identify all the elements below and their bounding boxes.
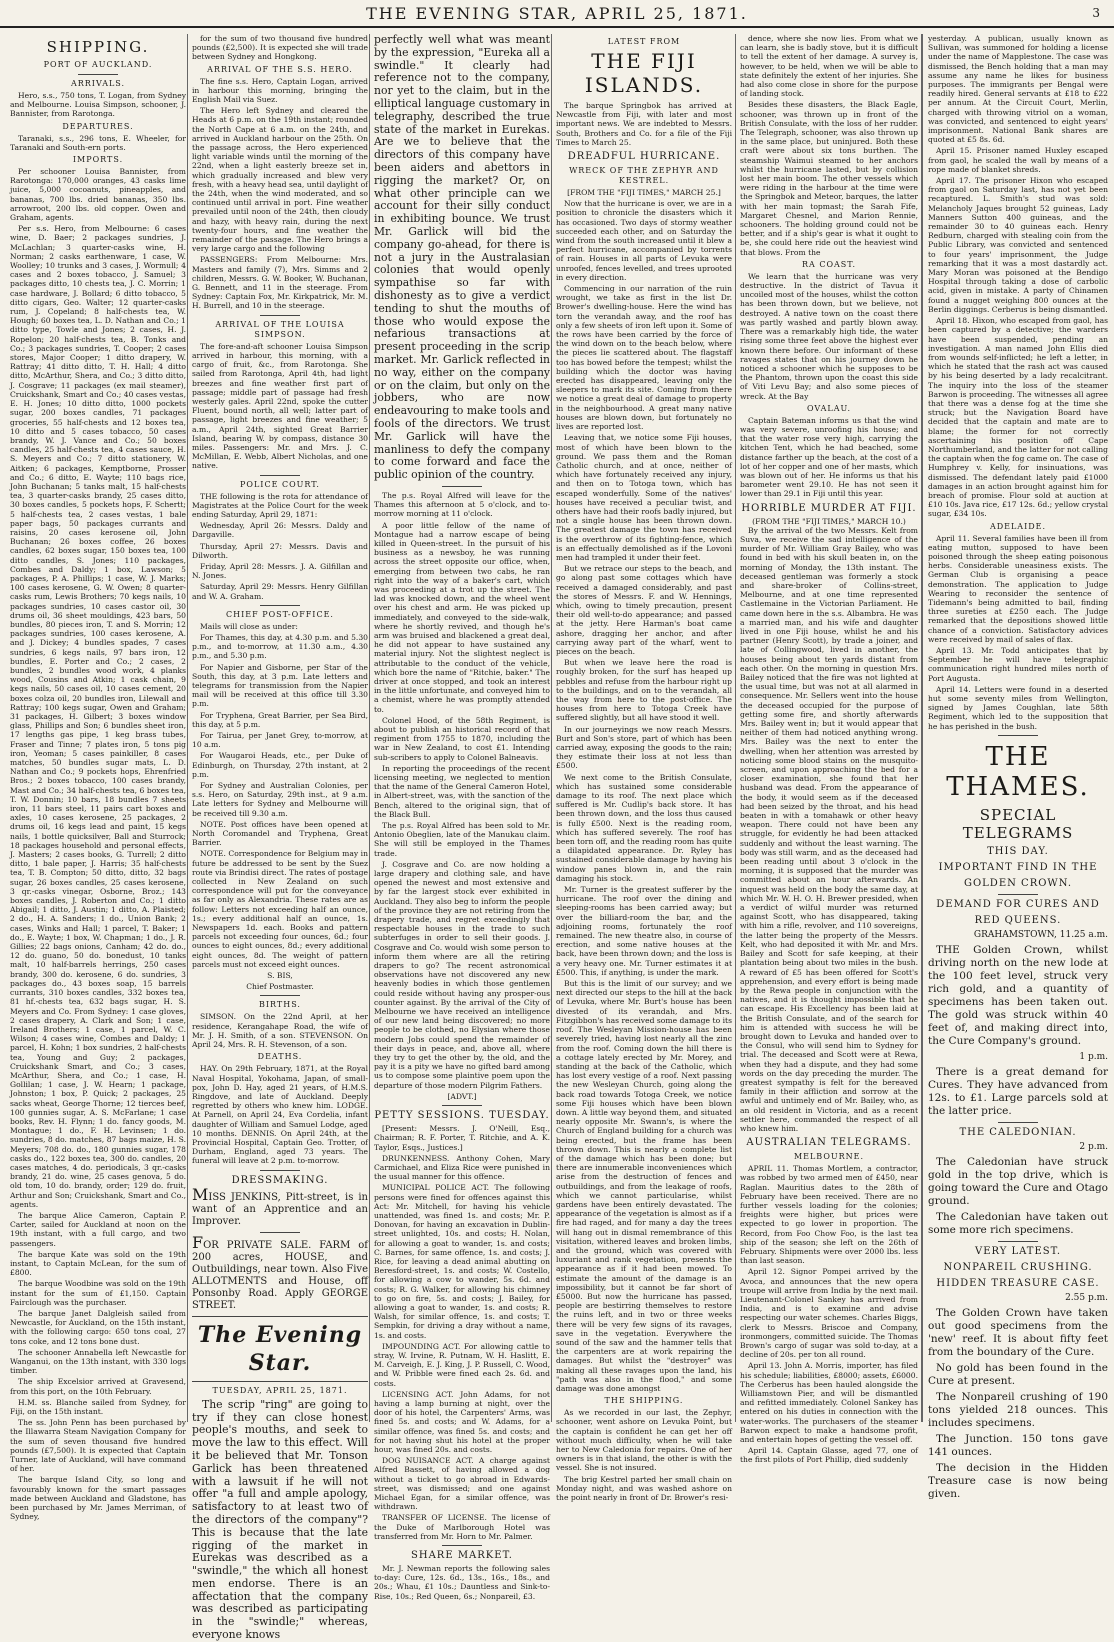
subheading: DEPARTURES.: [62, 121, 134, 131]
paragraph: Per s.s. Hero, from Melbourne: 6 cases wine, D. Baer; 2 packages sundries, J. McLachlan; 3 quarter-casks wine, H. Norman; 2 casks earthenware, 1 case, W. Woolley; 10 trunks and 3 cases, J. Wormull; 4 cases and 2 boxes tobacco, J. Samuel; 3 packages ditto, 10 chests tea, J. C. Morrin; 1 case hardware, J. Bollard; 6 ditto tobacco, 5 ditto cigars, Geo. Walter; 12 quarter-casks rum, J. Copeland; 8 half-chests tea, W. Hough; 60 boxes tea, L. D. Nathan and Co.; 1 ditto type, Towle and Jones; 2 cases, H. J. Ropelon; 20 half-chests tea, B. Tonks and Co.; 3 packages sundries, T. Cooper; 2 cases stores, Major Cooper; 1 ditto drapery, W. Rattray; 41 ditto ditto, T. H. Hall; 4 ditto ditto, McArthur, Shera, and Co.; 3 ditto ditto, J. Cosgrave; 11 packages (ex mail steamer), Cruickshank, Smart and Co.; 40 cases vestas, E. H. Jones; 10 ditto ditto, 1000 pockets sugar, 200 boxes candles, 71 packages groceries, 55 half-chests and 12 boxes tea, 10 ditto and 5 cases tobacco, 50 cases brandy, W. J. Vance and Co.; 50 boxes candles, 25 half-chests tea, 4 cases sauce, H. S. Meyers and Co.; 7 ditto stationery, W. Aitken; 6 packages, Kemptborne, Prosser and Co.; 6 ditto, E. Wayte; 110 bags rice, John Buchanan; 5 tanks malt, 15 half-chests tea, 3 quarter-casks brandy, 25 cases ditto, 30 boxes candles, 5 pockets hops, F. Schertt; 5 half-chests tea, 2 cases vestas, 1 bale paper bags, 50 packages currants and raisins, 20 cases kerosene oil, John Buchanan; 26 boxes coffee, 26 boxes candles, 62 boxes sugar, 150 boxes tea, 100 ditto candles, S. Jones; 110 packages, Combes and Daldy; 1 box, Lawson; 5 packages, P. A. Phillips; 1 case, W. J. Marks; 100 cases kerosene, G. W. Owen; 8 quarter-casks rum, Lewis Brothers; 70 kegs nails, 10 packages sundries, 10 cases castor oil, 30 drums oil, 36 sheet mouldings, 423 bars, 50 bundles, 80 pieces iron, T. and S. Morrin; 12 packages sundries, 100 cases kerosene, A. and J. Dickey; 4 bundles spades, 7 cases sundries, 6 kegs nails, 97 bars iron, 12 bundles, E. Porter and Co.; 2 cases, 2 bundles, 2 bundles wood work, 4 planks wood, Cousins and Atkin; 1 cask chain, 9 kegs nails, 50 cases oil, 10 cases cement, 20 boxes colza oil, 20 bundles iron, Lilewall and Rattray; 100 kegs sugar, Owen and Graham; 31 packages, H. Gilbert; 3 boxes window glass, Phillips and Son; 6 bundles sheet iron, 17 lengths gas pipe, 1 keg brass tubes, Fraser and Tinne; 7 plates iron, 5 tons pig iron, Yeoman; 5 cases painkiller, 8 cases matches, 50 bundles sugar mats, L. D. Nathan and Co.; 9 pockets hops, Ehrenfried Bros.; 2 boxes tobacco, 100 cases brandy, Mast and Co.; 34 half-chests tea, 6 boxes tea, T. W. Donnin; 10 bars, 18 bundles 7 sheets iron, 11 bars steel, 11 pairs cart boxes and axles, 10 cases kerosene, 25 packages, 2 drums oil, 16 kegs lead and paint, 15 kegs nails, 1 bottle quicksilver, Ball and Sturrock; 18 packages household and personal effects, J. Masters; 2 cases books, G. Turrell; 2 ditto ditto, 1 bale paper, J. Harris; 35 half-chests tea, T. B. Compton; 50 ditto, ditto, 32 bags sugar, 26 boxes candles, 25 cases kerosene, 3 qr.-casks vinegar, Osborne, Broz.; 143 boxes candles, J. Roberton and Co.; 1 ditto Abigail; 1 ditto, J. Austin; 1 ditto, A. Plaisted; 2 do., H. A. Sanders; 1 do., Union Bank; 2 cases, Winks and Hall; 1 parcel, T. Baker; 1 do., E. Wayte; 1 box, W. Chapman; 1 do., J. R. Gillies; 22 bags onions, Canham; 42 do. do., 12 do. guano, 50 do. bonedust, 10 tanks malt, 10 half-barrels herrings, 250 cases brandy, 300 do. kerosene, 6 do. sundries, 3 packages do., 43 boxes soap, 15 barrels currants, 310 boxes candles, 332 boxes tea, 81 hf.-chests tea, 632 bags sugar, H. S. Meyers and Co. From Sydney: 1 case gloves, 2 cases drapery, A. Clark and Son; 1 case, Ireland Brothers; 1 case, 1 parcel, W. C. Wilson; 4 cases wine, Combes and Daldy; 1 parcel, H. Kohn; 1 box sundries, 2 half-chests tea, Young and Guy; 2 packages, Cruickshank Smart, and Co.; 3 cases, McArthur, Shera, and Co.; 1 case, H. Gollilan; 1 case, J. W. Hearn; 1 package, Johnston; 1 box, P. Quick; 2 packages, 25 sacks wheat, George Thorne; 12 tierces beef, 100 gunnies sugar, A. S. McFarlane; 1 case books, Rev. H. Flynn; 1 do. fancy goods, M. Montague; 1 do., F. H. Levinsen; 1 do. sundries, 8 do. matches, 87 bags maize, H. S. Meyers; 708 do. do., 180 gunnies sugar, 178 casks do., 122 boxes tea, 300 do. candles, 20 cases matches, 4 do. periodicals, 3 qr.-casks brandy, 21 do. wine, 25 cases genova, 5 do. old tom, 10 do. brandy, order; 129 do. fruit, Arthur and Son; Cruickshank, Smart and Co., agents.: [10, 224, 186, 1209]
page-number: 3: [1092, 6, 1100, 20]
paragraph: Thursday, April 27: Messrs. Davis and Dilworth.: [192, 541, 368, 560]
paragraph: The fore-and-aft schooner Louisa Simpson arrived in harbour, this morning, with a cargo of fruit, &c., from Rarotonga. She sailed from Rarotonga, April 4th, had light breezes and fine weather first part of passage; middle part of passage had fresh westerly gales. April 22nd, spoke the cutter Fluent, bound north, all well; latter part of passage, light breezes and fine weather; 5 a.m., April 24th, sighted Great Barrier Island, bearing W. by compass, distance 30 miles. Passengers: Mr. and Mrs. J. C. McMillan, E. Webb, Albert Nicholas, and one native.: [192, 341, 368, 471]
subheading: IMPORTS.: [72, 155, 124, 165]
paragraph: As we recorded in our last, the Zephyr, schooner, went ashore on Levuka Point, but the captain is confident he can get her off without much difficulty, when he will take her to New Caledonia for repairs. One of her owners is in that island, the other is with the vessel. She is not insured.: [556, 1408, 732, 1473]
paragraph: For Napier and Gisborne, per Star of the South, this day, at 3 p.m. Late letters and telegrams for transmission from the Napier mail will be received at this office till 3.30 p.m.: [192, 662, 368, 709]
divider: [998, 1241, 1038, 1242]
advertisement: [192, 1184, 368, 1228]
divider: [260, 995, 300, 996]
paragraph: HAY. On 29th February, 1871, at the Royal Naval Hospital, Yokohama, Japan, of small-pox, John D. Hay, aged 21 years, of H.M.S. Ringdove, and late of Auckland. Deeply regretted by others who knew him. LODGE. At Parnell, on April 24, Eva Cordelia, infant daughter of William and Samuel Lodge, aged 10 months. DENNIS. On April 24th, at the Provincial Hospital, Captain Geo. Trotter, of Durham, England, aged 73 years. The funeral will leave at 2 p.m. to-morrow.: [192, 1064, 368, 1166]
paragraph: Commencing in our narration of the ruin wrought, we take as first in the list Dr. Brower's dwelling-house. Here the wind has torn the verandah away, and the roof has only a few sheets of iron left upon it. Some of the rows have been carried by the force of the wind down on to the beach below, where the pieces lie scattered about. The flagstaff too has bowed before the tempest; whilst the building which the doctor was having erected has disappeared, leaving only the sleepers to mark its site. Coming from there we notice a great deal of damage to property in the neighbourhood. A great many native houses are blown down, but fortunately no lives are reported lost.: [556, 284, 732, 432]
subheading: ARRIVAL OF THE LOUISA SIMPSON.: [215, 319, 345, 339]
paragraph: The p.s. Royal Alfred has been sold to Mr. Antonio Obeglien, late of the Manukau claim. She will still be employed in the Thames trade.: [374, 821, 550, 858]
divider: [998, 894, 1038, 895]
divider: [998, 1122, 1038, 1123]
timestamp: GRAHAMSTOWN, 11.25 a.m.: [973, 929, 1108, 940]
drop-cap: F: [192, 1232, 204, 1252]
paragraph: The fine s.s. Hero, Captain Logan, arrived in harbour this morning, bringing the English Mail via Suez.: [192, 76, 368, 105]
masthead-title: THE EVENING STAR, APRIL 25, 1871.: [366, 4, 748, 23]
paragraph: The barque Kate was sold on the 19th instant, to Captain McLean, for the sum of £800.: [10, 1249, 186, 1278]
column-rule: [187, 34, 188, 1422]
divider: [442, 486, 482, 487]
divider: [998, 735, 1038, 736]
subheading: POLICE COURT.: [240, 479, 320, 489]
subheading: BIRTHS.: [259, 1000, 301, 1010]
column-rule: [551, 34, 552, 1422]
paragraph: But when we leave here the road is roughly broken, for the surf has heaped up pebbles and refuse from the harbour right up to the buildings, and on to the verandah, all the way from here to the post-office. The houses from here to Totoga Creek have suffered slightly, but all have stood it well.: [556, 658, 732, 723]
paragraph: For Tairua, per Janet Grey, to-morrow, at 10 a.m.: [192, 731, 368, 750]
paragraph: The ship Excelsior arrived at Gravesend, from this port, on the 10th February.: [10, 1377, 186, 1396]
paragraph: H.M. ss. Blanche sailed from Sydney, for Fiji, on the 15th instant.: [10, 1397, 186, 1417]
leader-date: TUESDAY, APRIL 25, 1871.: [212, 1385, 348, 1395]
section-heading: THE THAMES.: [946, 741, 1090, 802]
divider: [78, 74, 118, 75]
paragraph: MUNICIPAL POLICE ACT. The following persons were fined for offences against this Act: Mr. Mitchell, for having his vehicle unattended, was fined 1s. and costs; Mr. P. Donovan, for having an excavation in Dublin-street unlighted, 10s. and costs; H. Nolan, for allowing a goat to wander, 1s. and costs; C. Barnes, for same offence, 1s. and costs; J. Rice, for leaving a dead animal abutting on Beresford-street, 1s. and costs; W. Costello, for allowing a cow to wander, 5s. 6d. and costs; R. G. Walker, for allowing his chimney to go on fire, 5s. and costs; J. Bailey, for allowing a goat to wander, 1s. and costs; R. Walsh, for similar offence, 1s. and costs; T. Sempkin, for driving a dray without a name, 1s. and costs.: [374, 1183, 550, 1340]
ad-text: ISS JENKINS, Pitt-street, is in want of an Apprentice and an Improver.: [192, 1191, 368, 1227]
telegram-body: [928, 929, 1108, 1501]
paragraph: Wednesday, April 26: Messrs. Daldy and Dargaville.: [192, 521, 368, 540]
subheading: DRESSMAKING.: [231, 1174, 329, 1186]
paragraph: The Junction. 150 tons gave 141 ounces.: [928, 1432, 1108, 1458]
subheading: WRECK OF THE ZEPHYR AND KESTREL.: [569, 166, 719, 186]
subheading: MELBOURNE.: [793, 1152, 865, 1162]
signature-title: Chief Postmaster.: [246, 982, 314, 992]
subheading: HORRIBLE MURDER AT FIJI.: [741, 502, 917, 514]
subheading: PORT OF AUCKLAND.: [43, 60, 153, 69]
subheading: GOLDEN CROWN.: [963, 877, 1073, 889]
subheading: OVALAU.: [806, 403, 852, 413]
subheading: THE CALEDONIAN.: [959, 1126, 1077, 1138]
subheading: VERY LATEST.: [974, 1245, 1062, 1257]
subheading: RED QUEENS.: [974, 914, 1062, 926]
leader-article: [192, 1399, 368, 1642]
column-thames: [928, 34, 1108, 1500]
paragraph: In our journeyings we now reach Messrs. Burt and Son's store, part of which has been carried away, exposing the goods to the rain; they estimate their loss at not less than £500.: [556, 724, 732, 771]
ad-text: OR PRIVATE SALE. FARM of 200 acres, HOUSE, and Outbuildings, near town. Also Five ALLOTMENTS and House, off Ponsonby Road. Apply GEORGE STREET.: [192, 1239, 368, 1311]
paragraph: The Golden Crown have taken out good specimens from the 'new' reef. It is about fifty feet from the boundary of the Cure.: [928, 1306, 1108, 1358]
paragraph: For Sydney and Australian Colonies, per s.s. Hero, on Saturday, 29th inst., at 9 a.m. Late letters for Sydney and Melbourne will be received till 9.30 a.m.: [192, 781, 368, 818]
signature: S. BIS,: [267, 971, 293, 981]
divider: [260, 605, 300, 606]
paragraph: But this is the limit of our survey; and we next directed our steps to the hill at the back of Levuka, where Mr. Burt's house has been divested of its verandah, and Mrs. Fitzgibbon's has received some damage to its roof. The Wesleyan Mission-house has been severely tried, having lost nearly all the zinc from the roof. Coming down the hill there is a cottage lately erected by Mr. Morey, and standing at the back of the Catholic, which has lost every vestige of a roof. Next passing the new Wesleyan Church, going along the back road towards Totoga Creek, we notice some Fiji houses which have been blown down. A little way beyond them, and situated nearly opposite Mr. Swann's, is where the Church of England building for a church was being erected, but the frame has been thrown down. This is nearly a complete list of the damage which has been done; but there are innumerable inconveniences which arise from the destruction of fences and outbuildings, and from the leakage of roofs, which we cannot particularise, whilst gardens have been entirely devastated. The appearance of the vegetation is almost as if a fire had raged, and for many a day the trees will hang out in dismal remembrance of this visitation, withered leaves and broken limbs, and the ground, which was covered with luxuriant and rank vegetation, presents the appearance as if it had been mowed. To estimate the amount of the damage is an impossibility, but it cannot be far short of £5000. But now the hurricane has passed, people are bestirring themselves to restore the ruins left, and in two or three weeks there will be very few signs of its ravages, save in the vegetation. Everywhere the sound of the saw and the hammer tells that the carpenters are at work repairing the damages. But whilst the "destroyer" was making all these ravages upon the land, his "path was also in the flood," and some damage was done amongst: [556, 979, 732, 1394]
paragraph: DRUNKENNESS. Anthony Cohen, Mary Carmichael, and Eliza Rice were punished in the usual manner for this offence.: [374, 1153, 550, 1182]
paragraph: For Waugaroi Heads, etc., per Duke of Edinburgh, on Thursday, 27th instant, at 2 p.m.: [192, 751, 368, 779]
column-rule: [735, 34, 736, 1422]
paragraph: By the arrival of the two Messrs. Kelt from Suva, we receive the sad intelligence of the murder of Mr. William Gray Bailey, who was found in bed with his skull beaten in, on the morning of Monday, the 13th instant. The deceased gentleman was formerly a stock and share-broker of Collins-street, Melbourne, and at one time represented Castlemaine in the Victorian Parliament. He came down here in the s.s. Albambra. He was a married man, and his wife and daughter lived in one Fiji house, whilst he and his partner (Henry Scott), by trade a joiner, and late of Collingwood, lived in another, the houses being about ten yards distant from each other. On the morning in question Mrs. Bailey noticed that the fire was not lighted at the usual time, but was not at all alarmed in consequence. Mr. Sellers went into the house the deceased occupied for the purpose of getting some fire, and shortly afterwards Mrs. Bailey went in; but it would appear that neither of them had noticed anything wrong. Mrs. Bailey was the next to enter the dwelling, when her attention was arrested by noticing some blood stains on the musquito-screen, and upon approaching the bed for a closer examination, she found that her husband was dead. From the appearance of the body, it would seem as if the deceased had been seized by the throat, and his head beaten in with a tomahawk or other heavy weapon. There could not have been any struggle, for evidently he had been attacked suddenly and without the least warning. The body was still warm, and as the deceased had been reading until about 3 o'clock in the morning, it is supposed that the murder was committed about an hour afterwards. An inquest was held on the body the same day, at which Mr. W. H. O. H. Brewer presided, when a verdict of wilful murder was returned against Scott, who has disappeared, taking with him a rifle, revolver, and 110 sovereigns, the latter being the property of the Messrs. Kelt, who had deposited it with Mr. and Mrs. Bailey and Scott for safe keeping, at their plantation being about two miles in the bush. A reward of £5 has been offered for Scott's apprehension, and every effort is being made by the Rewa people in conjunction with the natives, and it is thought impossible that he can escape. His Excellency has been laid at the British Consulate, and of the search for him is attended with success he will be brought down to Levuka and handed over to the Consul, who will send him to Sydney for trial. The deceased and Scott were at Rewa, when they had a dispute, and they had some words on the day preceding the murder. The greatest sympathy is felt for the bereaved family in their affliction and sorrow at the awful and untimely end of Mr. Bailey, who, as an old resident in Victoria, and as a recent settler here, commanded the respect of all who knew him.: [740, 525, 918, 1133]
paragraph: The p.s. Royal Alfred will leave for the Thames this afternoon at 5 o'clock, and to-morrow morning at 11 o'clock.: [374, 490, 550, 519]
source-note: (FROM THE "FIJI TIMES," MARCH 10.): [752, 516, 906, 526]
paragraph: The decision in the Hidden Treasure case is now being given.: [928, 1461, 1108, 1500]
paragraph: Friday, April 28: Messrs. J. A. Gilfillan and N. Jones.: [192, 561, 368, 581]
subheading: LATEST FROM: [607, 37, 681, 46]
divider: [260, 1170, 300, 1171]
subheading: HIDDEN TREASURE CASE.: [936, 1277, 1100, 1289]
paragraph: The Nonpareil crushing of 190 tons yielded 218 ounces. This includes specimens.: [928, 1390, 1108, 1429]
paragraph: In reporting the proceedings of the recent licensing meeting, we neglected to mention that the name of the General Cameron Hotel, in Albert-street, was, with the sanction of the Bench, altered to the original sign, that of the Black Bull.: [374, 763, 550, 819]
paragraph: THE following is the rota for attendance of Magistrates at the Police Court for the week ending Saturday, April 29, 1871:: [192, 491, 368, 519]
paragraph: SIMSON. On the 22nd April, at her residence, Kerangahape Road, the wife of Mr. J. H. Smith, of a son. STEVENSON. On April 24, Mrs. R. H. Stevenson, of a son.: [192, 1012, 368, 1050]
subheading: SHARE MARKET.: [411, 1550, 513, 1562]
subheading: ADELAIDE.: [989, 521, 1047, 531]
paragraph: IMPOUNDING ACT. For allowing cattle to stray, W. Irvine, R. Putnam, W. H. Haslitt, E. M. Carveigh, E. J. King, J. P. Russell, C. Wood, and W. Pribble were fined each 2s. 6d. and costs.: [374, 1341, 550, 1388]
paragraph: April 14. Captain Glasse, aged 77, one of the first pilots of Port Phillip, died suddenly: [740, 1446, 918, 1465]
paragraph: We next come to the British Consulate, which has sustained some considerable damage to its roof. The next place which suffered is Mr. Cudlip's back store. It has been thrown down, and the loss thus caused is fully £500. Next is the reading room, which has suffered severely. The roof has been torn off, and the reading room has quite a dilapidated appearance. Dr. Ryley has sustained considerable damage by having his window panes blown in, and the rain damaging his stock.: [556, 772, 732, 883]
paragraph: TRANSFER OF LICENSE. The license of the Duke of Marlborough Hotel was transferred from Mr. Horn to Mr. Palmer.: [374, 1513, 550, 1541]
column-local-news: [374, 33, 550, 1601]
drop-cap: M: [192, 1184, 209, 1204]
timestamp: 2 p.m.: [1079, 1141, 1108, 1152]
paragraph: Besides these disasters, the Black Eagle, schooner, was thrown up in front of the British Consulate, with the loss of her rudder. The Telegraph, schooner, was also thrown up in the same place, but uninjured. Both these craft were about six tons burthen. The steamship Waimui steamed to her anchors whilst the hurricane lasted, but by collision lost her main boom. The other vessels which were riding in the harbour at the time were the Springbok and Meteor, barques, the latter with her main topmast; the Sarah Fife, Margaret Chesnel, and Marion Rennie, schooners. The holding ground could not be better, and if a ship's gear is what it ought to be, she could here ride out the heaviest wind that blows. From the: [740, 100, 918, 257]
subheading: SPECIAL TELEGRAMS: [962, 805, 1074, 842]
paragraph: The barque Janet Dalgleish sailed from Newcastle, for Auckland, on the 15th instant, with the following cargo: 650 tons coal, 27 tons coke, and 12 tons bone dust.: [10, 1309, 186, 1346]
paragraph: The barque Alice Cameron, Captain P. Carter, sailed for Auckland at noon on the 19th instant, with a full cargo, and two passengers.: [10, 1210, 186, 1248]
subheading: DEMAND FOR CURES AND: [936, 898, 1100, 910]
subheading: IMPORTANT FIND IN THE: [938, 861, 1098, 873]
paragraph: Mr. Turner is the greatest sufferer by the hurricane. The roof over the dining and sleeping-rooms has been carried away; but over the billiard-room the bar, and the adjoining rooms, fortunately the roof remained. The new theatre also, in course of erection, and some native houses at the back, have been thrown down; and the loss is a very heavy one. Mr. Turner estimates it at £500. This, if anything, is under the mark.: [556, 885, 732, 977]
paragraph: yesterday. A publican, usually known as Sullivan, was summoned for holding a license under the name of Mapplestone. The case was dismissed, the Bench holding that a man may assume any name he likes for business purposes. The immigrants per Bengal were readily hired. General servants at £18 to £22 per annum. At the Circuit Court, Merlin, charged with throwing vitriol on a woman, was convicted, and sentenced to eight years' imprisonment. National Bank shares are quoted at £5 8s. 6d.: [928, 34, 1108, 145]
paragraph: April 17. The prisoner Hixon who escaped from gaol on Saturday last, has not yet been recaptured. L. Smith's stud was sold: Melancholy Jaques brought 52 guineas, Lady Manners Sutton 400 guineas, and the remainder 30 to 40 guineas each. Henry Redburn, charged with stealing coin from the Public Library, was convicted and sentenced to four years' imprisonment, the Judge remarking that it was a most dastardly act. Mary Moran was poisoned at the Bendigo Hospital through taking a dose of carbolic acid, given in mistake. A party of Chinamen found a nugget weighing 800 ounces at the Berlin diggings. Cerberus is being dismantled.: [928, 176, 1108, 314]
column-shipping: [10, 34, 186, 1522]
subheading: ARRIVALS.: [70, 79, 126, 88]
paragraph: Colonel Hood, of the 58th Regiment, is about to publish an historical record of that regiment from 1755 to 1870, including the war in New Zealand, to cost £1. Intending sub-scribers to apply to Colonel Balneavis.: [374, 715, 550, 762]
paragraph: for the sum of two thousand five hundred pounds (£2,500). It is expected she will trade between Sydney and Hongkong.: [192, 34, 368, 62]
subheading: NONPAREIL CRUSHING.: [943, 1261, 1093, 1273]
paragraph: Taranaki, s.s., 296 tons, E. Wheeler, for Taranaki and South-ern ports.: [10, 133, 186, 152]
paragraph: The Caledonian have struck gold in the top drive, which is going toward the Cure and Otago ground.: [928, 1155, 1108, 1207]
paragraph: Mr. J. Newman reports the following sales to-day: Cure, 12s. 6d., 13s., 16s., 18s., and 20s.; Whau, £1 10s.; Dauntless and Sink-to-Rise, 10s.; Red Queen, 6s.; Nonpareil, £3.: [374, 1564, 550, 1601]
paragraph: April 11. Several families have been ill from eating mutton, supposed to have been poisoned through the sheep eating poisonous herbs. Considerable uneasiness exists. The German Club is organising a peace demonstration. The application to Judge Wearing to reconsider the sentence of Tidemann's being admitted to bail, finding three sureties at £250 each. The Judge remarked that the depositions showed little chance of a conviction. Satisfactory advices were received by mail of sales of flax.: [928, 533, 1108, 644]
paragraph: Per schooner Louisa Bannister, from Rarotonga: 170,000 oranges, 43 casks lime juice, 5,000 cocoanuts, pineapples, and bananas, 700 lbs. dried bananas, 350 lbs. arrowroot, 200 lbs. old copper. Owen and Graham, agents.: [10, 167, 186, 223]
paragraph: April 12. Signor Pompei arrived by the Avoca, and announces that the new opera troupe will arrive from India by the next mail. Lieutenant-Colonel Sankey has arrived from India, and is to examine and advise respecting our water schemes. Charles Biggs, clerk to Messrs. Briscoe and Company, ironmongers, committed suicide. The Thomas Brown's cargo of sugar was sold to-day, at a decline of 20s. per ton all round.: [740, 1267, 918, 1360]
paragraph: The brig Kestrel parted her small chain on Monday night, and was washed ashore on the point nearly in front of Dr. Brower's resi-: [556, 1474, 732, 1503]
paragraph: April 18. Hixon, who escaped from gaol, has been captured by a detective; the warders have been suspended, pending an investigation. A man named John Ellis died from wounds self-inflicted; he left a letter, in which he stated that the rash act was caused by his being deserted by a lady recalcitrant. The inquiry into the loss of the steamer Barwon is proceeding. The witnesses all agree that there was a dense fog at the time she struck; but the Navigation Board have decided that the captain and mate are to blame; the former for not correctly ascertaining his position off Cape Northumberland, and the latter for not calling the captain when the fog came on. The case of Humphrey v. Kelly, for insinuations, was dismissed. The defendant lately paid £1000 damages in an action brought against him for breach of promise. Flour sold at auction at £10 10s. Java rice, £17 12s. 6d.; yellow crystal sugar, £34 10s.: [928, 316, 1108, 519]
paragraph: NOTE. Post offices have been opened at North Coromandel and Tryphena, Great Barrier.: [192, 819, 368, 848]
paragraph: The barque Island City, so long and favourably known for the smart passages made between Auckland and Gladstone, has been purchased by Mr. James Merriman, of Sydney,: [10, 1475, 186, 1522]
divider: [442, 1545, 482, 1546]
subheading: DREADFUL HURRICANE.: [567, 151, 721, 163]
paragraph: April 13. John A. Morris, importer, has filed his schedule; liabilities, £8000; assets, £6000. The Cerberus has been hauled alongside the Williamstown Pier, and will be dismantled and refitted immediately. Colonel Sankey has entered on his duties in connection with the water-works. The purchasers of the steamer Barwon expect to make a handsome profit, and entertain hopes of getting the vessel off.: [740, 1361, 918, 1445]
subheading: RA COAST.: [802, 259, 856, 269]
paragraph: We learn that the hurricane was very destructive. In the district of Tavua it uncoiled most of the houses, whilst the cotton has been thrown down, but we believe, not destroyed. A native town on the coast there was partly washed and partly blown away. There was a remarkably high tide, the water rising some three feet above the highest ever known there before. Our informant of these ravages states that on his journey down he noticed a schooner which he supposes to be the Phantom, thrown upon the coast this side of Viti Levu Bay; and also some pieces of wreck. At the Bay: [740, 271, 918, 401]
divider: [260, 475, 300, 476]
paragraph: Saturday, April 29: Messrs. Henry Gilfillan and W. A. Graham.: [192, 582, 368, 601]
paragraph: But we retrace our steps to the beach, and go along past some cottages which have received a damaged considerably, and past the stores of Messrs. F. and W. Hennings, which, owing to timely precaution, present their old well-to-do appearance; and passed at the jetty. Here Harman's boat came ashore, dragging her anchor, and after carrying away part of the wharf, went to pieces on the beach.: [556, 564, 732, 656]
paragraph: For Thames, this day, at 4.30 p.m. and 5.30 p.m., and to-morrow, at 11.30 a.m., 4.30 p.m., and 5.30 p.m.: [192, 632, 368, 661]
paragraph: For Tryphena, Great Barrier, per Sea Bird, this day, at 5 p.m.: [192, 710, 368, 729]
section-heading: THE FIJI ISLANDS.: [584, 49, 704, 97]
divider: [260, 315, 300, 316]
advert-tag: [ADVT.]: [447, 1091, 477, 1101]
column-notices: [192, 34, 368, 1642]
paragraph: NOTE. Correspondence for Belgium may in future be addressed to be sent by the Suez route via Brindisi direct. The rates of postage collected in New Zealand on such correspondence will put for the conveyance as far only as Alexandria. These rates are as follow: Letters not exceeding half an ounce, 1s.; every additional half an ounce, 1s. Newspapers 1d. each. Books and pattern parcels not exceeding four ounces, 6d.; four ounces to eight ounces, 8d.; every additional eight ounces, 8d. The weight of pattern parcels must not exceed eight ounces.: [192, 849, 368, 969]
paragraph: April 15. Prisoner named Huxley escaped from gaol, he scaled the wall by means of a rope made of blanket shreds.: [928, 146, 1108, 174]
paragraph: There is a great demand for Cures. They have advanced from 12s. to £1. Large parcels sold at the latter price.: [928, 1065, 1108, 1117]
advertisement: [192, 1232, 368, 1312]
paragraph: A poor little fellow of the name of Montague had a narrow escape of being killed in Queen-street. In the pursuit of his business as a newsboy, he was running across the street opposite our office, when, emerging from between two cabs, he ran right into the way of a baker's cart, which was proceeding at a trot up the street. The lad was knocked down, and the wheel went over his chest and arm. He was picked up immediately, and conveyed to the side-walk, where he shortly revived, and though he's arm was bruised and blackened a great deal, he did not appear to have sustained any material injury. Not the slightest neglect is attributable to the conduct of the vehicle, which bore the name of "Ritchie, baker." The driver at once stopped, and took an interest in the little unfortunate, and conveyed him to a chemist, where he was promptly attended to.: [374, 520, 550, 714]
paragraph: APRIL 11. Thomas Mortlem, a contractor, was robbed by two armed men of £450, near Raglan. Mauritius dates to the 28th of February have been received. There are no further vessels loading for the colonies; freights were higher, but prices were expected to go lower in proportion. The Record, from Foo Chow Foo, is the last tea ship of the season; she left on the 26th of February. Shipments were over 2000 lbs. less than last season.: [740, 1164, 918, 1266]
paragraph: Captain Bateman informs us that the wind was very severe, unroofing his house; and that the water rose very high, carrying the kitchen Tent, which he had beached, some distance farther up the beach, at the cost of a lot of her copper and one of her masts, which was blown out of her. He informs us that his barometer went 29.10. He has not seen it lower than 29.1 in Fiji until this year.: [740, 415, 918, 499]
paragraph: The ss. John Penn has been purchased by the Illawarra Steam Navigation Company for the sum of seven thousand five hundred pounds (£7,500). It is expected that Captain Turner, late of Auckland, will have command of her.: [10, 1418, 186, 1474]
paragraph: The schooner Annabella left Newcastle for Wanganui, on the 13th instant, with 330 logs timber.: [10, 1347, 186, 1376]
masthead: [0, 2, 1114, 28]
paragraph: dence, where she now lies. From what we can learn, she is badly stove, but it is difficult to tell the extent of her damage. A survey is, however, to be held, when we will be able to state definitely the extent of her injuries. She had also come close in shore for the purpose of landing stock.: [740, 34, 918, 99]
paragraph: J. Cosgrave and Co. are now holding a large drapery and clothing sale, and have opened the newest and most extensive and by far the largest stock ever exhibited in Auckland. They also beg to inform the people of the province they are not retiring from the drapery trade, and regret exceedingly that respectable houses in the trade to such subterfuges in order to sell their goods. J. Cosgrave and Co. would wish some person to inform them where are all the retiring drapers to go? The recent astronomical observations have not discovered any new heavenly bodies in which those gentlemen could reside without having any prosper-ous counter against. By the arrival of the City of Melbourne we have received an intelligence of our new land being discovered; no more people to be clothed, no Elysian where those modern Jobs could spend the remainder of their days in peace, and, above all, where they try to get the other by, the old, and the pay it is a pity we have no gifted bard among us to compose some plaintive poem upon the departure of those modern Pilgrim Fathers.: [374, 859, 550, 1090]
column-rule: [921, 34, 922, 1422]
subheading: PETTY SESSIONS. TUESDAY.: [374, 1110, 550, 1122]
column-fiji: [556, 34, 732, 1503]
timestamp: 2.55 p.m.: [1065, 1292, 1108, 1303]
paragraph: April 13. Mr. Todd anticipates that by September he will have telegraphic communication right hundred miles north of Port Augusta.: [928, 646, 1108, 683]
paragraph: Hero, s.s., 750 tons, T. Logan, from Sydney and Melbourne. Louisa Simpson, schooner, J. Bannister, from Rarotonga.: [10, 91, 186, 119]
subheading: THIS DAY.: [987, 845, 1049, 857]
timestamp: 1 p.m.: [1079, 1051, 1108, 1062]
section-heading: SHIPPING.: [46, 38, 150, 56]
paragraph: The scrip "ring" are going to try if they can close honest people's mouths, and seek to move the law to this effect. Will it be believed that Mr. Tonson Garlick has been threatened with a lawsuit if he will not offer "a full and ample apology, satisfactory to at least two of the directors of the company"? This is because that the late rigging of the market in Eurekas was described as a "swindle," the which all honest men endorse. There is an affectation that the company was described as participating in the "swindle;" whereas, everyone knows: [192, 1397, 368, 1642]
subheading: AUSTRALIAN TELEGRAMS.: [746, 1137, 912, 1149]
source-note: [FROM THE "FIJI TIMES," MARCH 25.]: [567, 188, 721, 198]
paragraph: April 14. Letters were found in a deserted hut some seventy miles from Wellington, signed by James Coughlan, late 58th Regiment, which led to the supposition that he has perished in the bush.: [928, 684, 1108, 731]
paragraph: PASSENGERS: From Melbourne: Mrs. Masters and family (7), Mrs. Simms and 2 children, Messrs. G. W. Booker, W. Buchanan, G. Bennett, and 11 in the steerage. From Sydney: Captain Fox, Mr. Kirkpatrick, Mr. M. H. Burrell, and 10 in the steerage.: [192, 255, 368, 311]
paragraph: The barque Woodbine was sold on the 19th instant for the sum of £1,150. Captain Fairclough was the purchaser.: [10, 1279, 186, 1307]
paper-masthead: The Evening Star.: [192, 1316, 368, 1382]
subheading: CHIEF POST-OFFICE.: [226, 609, 334, 619]
paragraph: Now that the hurricane is over, we are in a position to chronicle the disasters which it has occasioned. Two days of stormy weather succeeded each other, and on Saturday the wind from the south increased until it blew a perfect hurricane, accompanied by torrents of rain. Houses in all parts of Levuka were unroofed, fences levelled, and trees uprooted in every direction.: [556, 199, 732, 282]
paragraph: Mails will close as under:: [200, 621, 298, 631]
paragraph: THE Golden Crown, whilst driving north on the new lode at the 100 feet level, struck very rich gold, and a quantity of specimens has been taken out. The gold was struck within 40 feet of, and making direct into, the Cure Company's ground.: [928, 943, 1108, 1047]
paragraph: No gold has been found in the Cure at present.: [928, 1361, 1108, 1387]
subheading: ARRIVAL OF THE S.S. HERO.: [207, 64, 353, 74]
paragraph: The barque Springbok has arrived at Newcastle from Fiji, with later and most important news. We are indebted to Messrs. South, Brothers and Co. for a file of the Fiji Times to March 25.: [556, 101, 732, 147]
column-fiji-telegrams: [740, 34, 918, 1465]
column-rule: [369, 34, 370, 1422]
paragraph: The Hero left Sydney and cleared the Heads at 6 p.m. on the 19th instant; rounded the North Cape at 6 a.m. on the 24th, and arrived in Auckland harbour on the 25th. On the passage across, the Hero experienced light variable winds until the morning of the 22nd, when a light easterly breeze set in, which gradually increased and blew very fresh, with a heavy head sea, until daylight of the 24th, when the wind moderated, and so continued until arrival in port. Fine weather prevailed until noon of the 24th, then cloudy and hazy, with heavy rain, during the next twenty-four hours, and fine weather the remainder of the passage. The Hero brings a very large cargo and the following: [192, 106, 368, 254]
paragraph: Leaving that, we notice some Fiji houses, most of which have been blown to the ground. We pass them and the Roman Catholic church, and at once, neither of which have fortunately received any injury, and then on to Totoga town, which has escaped wonderfully. Some of the natives' houses have received a peculiar twist, and others have had their roofs badly injured, but not a single house has been thrown down. The greatest damage the town has received is the overthrow of its fighting-fence, which is an effectually demolished as if the Lovoni men had trampled it under their feet.: [556, 433, 732, 562]
paragraph: perfectly well what was meant by the expression, "Eureka all a swindle." It clearly had reference not to the company, nor yet to the claim, but in the elliptical language customary in telegraphy, described the true state of the market in Eurekas. Are we to believe that the directors of this company have been aiders and abettors in rigging the market? Or, on what other principle can we account for their silly conduct in exhibiting bounce. We trust Mr. Garlick will bid the company go-ahead, for there is not a jury in the Australasian colonies that would openly sympathise so far with dishonesty as to give a verdict tending to shut the mouths of those who would expose the nefarious transactions at present proceeding in the scrip market. Mr. Garlick reflected in no way, either on the company or on the claim, but only on the jobbers, who are now endeavouring to make tools and fools of the directors. We trust Mr. Garlick will have the manliness to defy the company to come forward and face the public opinion of the country.: [374, 33, 550, 482]
paragraph: [Present: Messrs. J. O'Neill, Esq., Chairman; R. F. Porter, T. Ritchie, and A. K. Taylor, Esqs., Justices.]: [374, 1124, 550, 1152]
paragraph: DOG NUISANCE ACT. A charge against Alfred Bassett, of having allowed a dog without a ticket to go abroad in Edwards-street, was dismissed; and one against Michael Egan, for a similar offence, was withdrawn.: [374, 1456, 550, 1512]
divider: [442, 1105, 482, 1106]
paragraph: LICENSING ACT. John Adams, for not having a lamp burning at night, over the door of his hotel, the Carpenters' Arms, was fined 5s. and costs; and W. Adams, for a similar offence, was fined 5s. and costs; and for not having shut his hotel at the proper hour, was fined 20s. and costs.: [374, 1389, 550, 1454]
paragraph: The Caledonian have taken out some more rich specimens.: [928, 1210, 1108, 1236]
subheading: THE SHIPPING.: [604, 1396, 684, 1406]
subheading: DEATHS.: [257, 1052, 303, 1062]
divider: [260, 1232, 300, 1233]
column-rule: [922, 34, 923, 1422]
leader-article: [374, 34, 550, 482]
